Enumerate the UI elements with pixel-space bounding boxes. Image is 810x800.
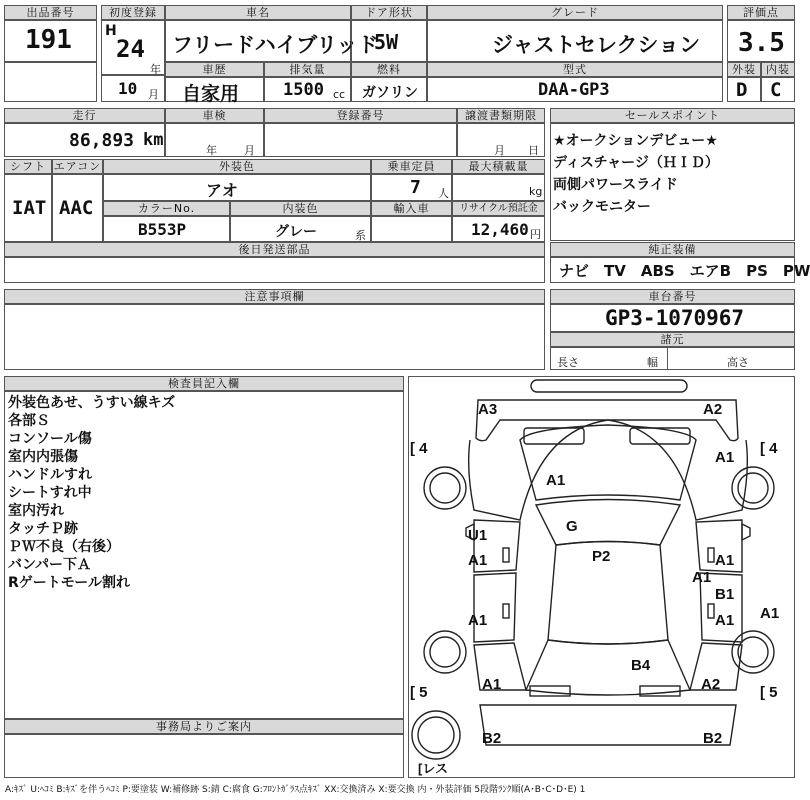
- shift-label: シフト: [4, 159, 52, 174]
- damage-a2-front-right: A2: [703, 401, 723, 418]
- load-label: 最大積載量: [452, 159, 545, 174]
- sales-point-4: バックモニター: [553, 199, 651, 215]
- capacity-label: 乗車定員: [371, 159, 452, 174]
- windshield-shape: [536, 500, 680, 546]
- right-mirror: [742, 524, 750, 540]
- capacity: 7: [410, 177, 421, 198]
- score: 3.5: [738, 28, 785, 58]
- model: DAA-GP3: [538, 80, 610, 100]
- color: アオ: [206, 181, 238, 200]
- equipment: ナビ TV ABS エアB PS PW: [559, 262, 810, 280]
- handle-rr: [708, 604, 714, 618]
- car-name-label: 車名: [165, 5, 351, 20]
- office-label: 事務局よりご案内: [4, 719, 404, 734]
- inspector-item-8: タッチＰ跡: [8, 521, 78, 537]
- recycle-label: リサイクル預託金: [452, 201, 545, 216]
- tire-tread-front-left: [ 4: [410, 440, 428, 457]
- interior-grade: C: [770, 79, 782, 101]
- sales-point-1: ★オークションデビュー★: [553, 133, 718, 149]
- damage-b2-rear-bumper-left: B2: [482, 730, 502, 747]
- transfer-month: 月: [494, 144, 505, 157]
- inspector-item-6: シートすれ中: [8, 485, 92, 501]
- inspector-item-7: 室内汚れ: [8, 503, 64, 519]
- handle-lr: [503, 604, 509, 618]
- damage-a1-left-rear-door: A1: [468, 612, 488, 629]
- transfer-label: 譲渡書類期限: [457, 108, 545, 123]
- color-no: B553P: [138, 220, 187, 239]
- inspector-item-11: Rゲートモール割れ: [8, 575, 130, 591]
- inspection-label: 車検: [165, 108, 264, 123]
- import-label: 輸入車: [371, 201, 452, 216]
- color-no-label: カラーNo.: [103, 201, 230, 216]
- history-label: 車歴: [165, 62, 264, 77]
- chassis-label: 車台番号: [550, 289, 795, 304]
- damage-a1-left-front-door: A1: [468, 552, 488, 569]
- tire-tread-rear-right: [ 5: [760, 684, 778, 701]
- chassis-no: GP3-1070967: [605, 306, 745, 330]
- sales-label: セールスポイント: [550, 108, 795, 123]
- transfer-day: 日: [528, 144, 539, 157]
- dims-width: 幅: [647, 356, 658, 369]
- damage-a1-right-rear-door: A1: [715, 612, 735, 629]
- displacement: 1500: [283, 80, 324, 100]
- int-color-label: 内装色: [230, 201, 371, 216]
- inspector-item-1: 外装色あせ、うすい線キズ: [8, 395, 176, 411]
- tire-tread-rear-left: [ 5: [410, 684, 428, 701]
- load-unit: kg: [529, 185, 543, 198]
- sales-point-2: ディスチャージ（ＨＩＤ）: [553, 155, 719, 171]
- inspector-item-3: コンソール傷: [8, 431, 92, 447]
- shift: IAT: [12, 197, 47, 219]
- damage-a1-hood: A1: [546, 472, 566, 489]
- inspector-item-4: 室内内張傷: [8, 449, 78, 465]
- damage-p2-roof: P2: [592, 548, 611, 565]
- notes-label: 注意事項欄: [4, 289, 545, 304]
- grade-label: グレード: [427, 5, 723, 20]
- reg-no-label: 登録番号: [264, 108, 457, 123]
- reg-year: 24: [116, 35, 145, 63]
- damage-a1-right-fender: A1: [715, 449, 735, 466]
- inspection-year-unit: 年: [206, 144, 217, 157]
- rear-bumper-shape: [480, 705, 736, 745]
- lot-no: 191: [25, 25, 72, 55]
- mileage-unit: km: [143, 130, 164, 150]
- damage-a1-left-quarter: A1: [482, 676, 502, 693]
- lot-no-label: 出品番号: [4, 5, 97, 20]
- history: 自家用: [182, 83, 240, 105]
- displacement-unit: cc: [333, 88, 346, 101]
- era: H: [105, 23, 117, 39]
- damage-b4-tailgate: B4: [631, 657, 651, 674]
- damage-a2-right-quarter: A2: [701, 676, 721, 693]
- year-unit: 年: [150, 63, 161, 76]
- door-type: 5W: [374, 30, 399, 54]
- equipment-label: 純正装備: [550, 242, 795, 257]
- score-label: 評価点: [727, 5, 795, 20]
- fuel: ガソリン: [362, 85, 418, 101]
- sales-point-3: 両側パワースライド: [553, 177, 678, 193]
- inspection-month-unit: 月: [244, 144, 255, 157]
- dims-height: 高さ: [727, 356, 749, 369]
- delivery-label: 後日発送部品: [4, 242, 545, 257]
- damage-g-windshield: G: [566, 518, 578, 535]
- dims-label: 諸元: [550, 332, 795, 347]
- damage-a1-right-pillar: A1: [692, 569, 712, 586]
- int-color: グレー: [275, 224, 317, 240]
- capacity-unit: 人: [438, 187, 449, 200]
- fuel-label: 燃料: [351, 62, 427, 77]
- exterior-grade: D: [736, 79, 748, 101]
- dims-length: 長さ: [557, 356, 579, 369]
- grade: ジャストセレクション: [492, 33, 701, 57]
- ac: AAC: [59, 197, 94, 219]
- displacement-label: 排気量: [264, 62, 351, 77]
- damage-b2-rear-bumper-right: B2: [703, 730, 723, 747]
- damage-b1-right-rear-door: B1: [715, 586, 735, 603]
- left-rear-door: [474, 573, 516, 642]
- spare-tire-status: [レス: [418, 761, 448, 776]
- rear-window-shape: [526, 640, 690, 695]
- exterior-label: 外装: [727, 62, 761, 77]
- reg-month: 10: [118, 79, 138, 98]
- model-label: 型式: [427, 62, 723, 77]
- handle-rf: [708, 548, 714, 562]
- body-front-outline: [469, 420, 748, 520]
- ac-label: エアコン: [53, 160, 102, 173]
- first-reg-label: 初度登録: [101, 5, 165, 20]
- inspector-label: 検査員記入欄: [4, 376, 404, 391]
- damage-u1-left-door: U1: [468, 527, 488, 544]
- inspector-item-2: 各部Ｓ: [8, 413, 50, 429]
- handle-lf: [503, 548, 509, 562]
- interior-label: 内装: [761, 62, 795, 77]
- int-color-suffix: 系: [355, 229, 366, 242]
- door-label: ドア形状: [351, 5, 427, 20]
- inspector-item-5: ハンドルすれ: [8, 467, 92, 483]
- color-label: 外装色: [103, 159, 371, 174]
- mileage: 86,893: [69, 130, 135, 151]
- front-bumper-shape: [531, 380, 687, 392]
- inspector-item-10: バンパー下Ａ: [8, 557, 92, 573]
- spare-wheel: [412, 711, 460, 759]
- mileage-label: 走行: [4, 108, 165, 123]
- damage-a3-front-left: A3: [478, 401, 498, 418]
- recycle-unit: 円: [530, 228, 541, 241]
- inspector-item-9: ＰＷ不良（右後）: [8, 539, 120, 555]
- month-unit: 月: [148, 88, 159, 101]
- recycle: 12,460: [471, 220, 529, 239]
- legend: A:ｷｽﾞ U:ﾍｺﾐ B:ｷｽﾞを伴うﾍｺﾐ P:要塗装 W:補修跡 S:錆 C:腐食 G:ﾌﾛﾝﾄｶﾞﾗｽ点ｷｽﾞ XX:交換済み X:要交換 内・外装評価 5段階ﾗﾝｸ順(A･B･C･D･E) 1: [5, 785, 586, 795]
- car-name: フリードハイブリッド: [172, 33, 379, 57]
- tire-tread-front-right: [ 4: [760, 440, 778, 457]
- damage-a1-right-rocker: A1: [760, 605, 780, 622]
- damage-a1-right-front-door: A1: [715, 552, 735, 569]
